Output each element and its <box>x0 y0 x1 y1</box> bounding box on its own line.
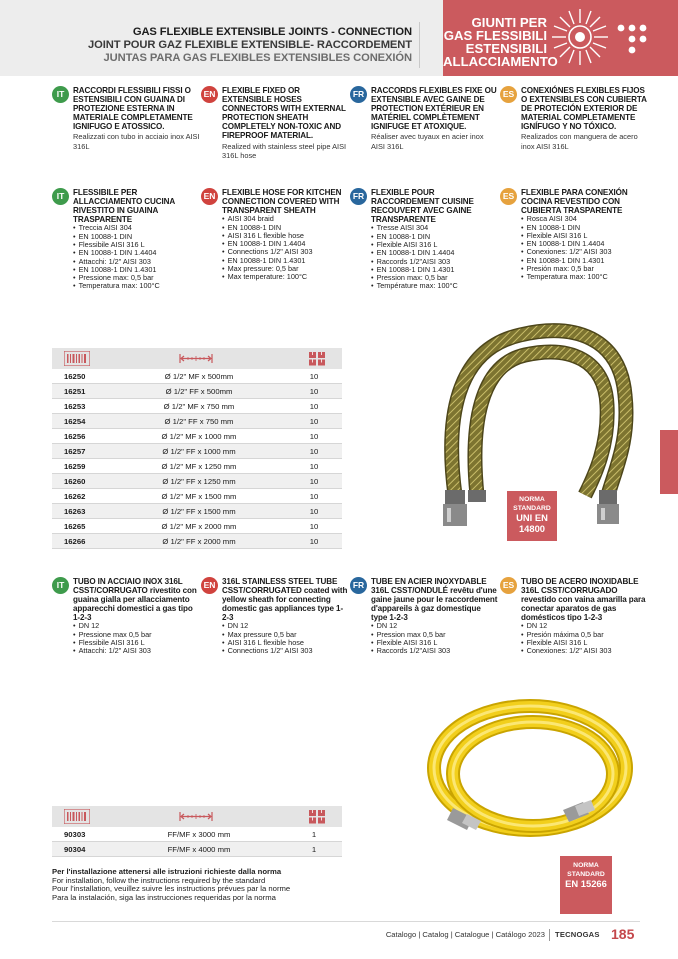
intro-note: Realizzati con tubo in acciaio inox AISI 316L <box>73 132 200 151</box>
product-desc: Ø 1/2" MF x 2000 mm <box>161 522 237 531</box>
length-measure-icon <box>179 809 213 824</box>
starburst-icon <box>549 6 611 68</box>
spec-item: • EN 10088-1 DIN 1.4301 <box>222 257 350 265</box>
spec-item: • Treccia AISI 304 <box>73 224 201 232</box>
product-code: 16259 <box>64 462 86 471</box>
standard-code: EN 15266 <box>565 878 607 890</box>
product-code: 16257 <box>64 447 86 456</box>
header-red-title <box>443 15 558 69</box>
product-code: 16253 <box>64 402 86 411</box>
product-desc: Ø 1/2" FF x 1000 mm <box>162 447 236 456</box>
product-qty: 1 <box>311 845 317 854</box>
footer-brand: TECNOGAS <box>555 930 600 939</box>
table-row <box>52 369 342 384</box>
product-title: FLEXIBLE PARA CONEXIÓN COCINA REVESTIDO CON CUBIERTA TRASPARENTE <box>521 188 628 216</box>
product-title: 316L STAINLESS STEEL TUBE CSST/CORRUGATED coated with yellow sheath for connecting domestic gas appliances type 1-2-3 <box>222 577 348 623</box>
spec-item: • Max temperature: 100°C <box>222 273 350 281</box>
product-desc: Ø 1/2" FF x 2000 mm <box>162 537 236 546</box>
standard-label: STANDARD <box>513 504 551 512</box>
tecnogas-logo-icon <box>617 24 647 54</box>
spec-list <box>73 622 201 655</box>
spec-item: • DN 12 <box>371 622 499 630</box>
product-title: FLEXIBLE POUR RACCORDEMENT CUISINE RECOUVERT AVEC GAINE TRANSPARENTE <box>371 188 474 225</box>
note-en: For installation, follow the instructions required by the standard <box>52 875 266 885</box>
spec-item: • EN 10088-1 DIN 1.4404 <box>371 249 499 257</box>
spec-item: • EN 10088-1 DIN 1.4301 <box>73 266 201 274</box>
spec-item: • Flessibile AISI 316 L <box>73 241 201 249</box>
barcode-icon <box>64 351 90 366</box>
spec-item: • EN 10088-1 DIN <box>521 224 649 232</box>
product-qty: 1 <box>311 830 317 839</box>
spec-item: • Presión max: 0,5 bar <box>521 265 649 273</box>
table-row <box>52 474 342 489</box>
side-tab-marker <box>660 430 678 494</box>
table-row <box>52 827 342 842</box>
spec-item: • Température max: 100°C <box>371 282 499 290</box>
spec-item: • Tresse AISI 304 <box>371 224 499 232</box>
red-title-line: GAS FLESSIBILI <box>443 28 547 43</box>
spec-item: • EN 10088-1 DIN <box>222 224 350 232</box>
spec-list <box>222 215 350 281</box>
spec-item: • Max pressure: 0,5 bar <box>222 265 350 273</box>
footer-catalog-label: Catalogo | Catalog | Catalogue | Catálogo 2023 <box>385 930 545 939</box>
lang-badge-fr: FR <box>350 188 367 205</box>
lang-badge-es: ES <box>500 86 517 103</box>
spec-item: • Attacchi: 1/2" AISI 303 <box>73 647 201 655</box>
product-desc: Ø 1/2" MF x 1250 mm <box>161 462 237 471</box>
table-row <box>52 504 342 519</box>
table-row <box>52 842 342 857</box>
standard-number: 14800 <box>518 522 546 534</box>
product-desc: Ø 1/2" FF x 1250 mm <box>162 477 236 486</box>
spec-item: • EN 10088-1 DIN 1.4404 <box>222 240 350 248</box>
spec-item: • Connections 1/2" AISI 303 <box>222 647 350 655</box>
spec-item: • Flexible AISI 316 L <box>371 241 499 249</box>
length-measure-icon <box>179 351 213 366</box>
table-row <box>52 429 342 444</box>
lang-badge-it: IT <box>52 188 69 205</box>
spec-item: • Connections 1/2" AISI 303 <box>222 248 350 256</box>
product-qty: 10 <box>309 492 319 501</box>
lang-badge-it: IT <box>52 577 69 594</box>
spec-item: • Raccords 1/2"AISI 303 <box>371 258 499 266</box>
product-desc: Ø 1/2" MF x 1000 mm <box>161 432 237 441</box>
product-desc: FF/MF x 4000 mm <box>167 845 231 854</box>
spec-item: • Max pressure 0,5 bar <box>222 631 350 639</box>
product-desc: Ø 1/2" MF x 500mm <box>164 372 234 381</box>
spec-item: • EN 10088-1 DIN 1.4404 <box>73 249 201 257</box>
table-header <box>52 806 342 827</box>
intro-title: FLEXIBLE FIXED OR EXTENSIBLE HOSES CONNECTORS WITH EXTERNAL PROTECTION SHEATH COMPLETELY NON-TOXIC AND FIREPROOF MATERIAL. <box>222 86 346 141</box>
header-red-block <box>443 0 678 76</box>
spec-item: • EN 10088-1 DIN <box>73 233 201 241</box>
table-row <box>52 489 342 504</box>
note-fr: Pour l'installation, veuillez suivre les instructions prévues par la norme <box>52 884 291 894</box>
intro-title: RACCORDS FLEXIBLES FIXE OU EXTENSIBLE AVEC GAINE DE PROTECTION EXTÉRIEUR EN MATÉRIEL COMPLÈTEMENT IGNIFUGE ET ATOXIQUE. <box>371 86 497 132</box>
product-desc: Ø 1/2" FF x 750 mm <box>164 417 234 426</box>
table-row <box>52 414 342 429</box>
product-code: 16250 <box>64 372 86 381</box>
spec-item: • DN 12 <box>73 622 201 630</box>
spec-item: • Pression max: 0,5 bar <box>371 274 499 282</box>
product-qty: 10 <box>309 537 319 546</box>
spec-item: • Flexible AISI 316 L <box>521 232 649 240</box>
spec-list <box>371 622 499 655</box>
spec-item: • Temperatura max: 100°C <box>73 282 201 290</box>
product-qty: 10 <box>309 432 319 441</box>
spec-list <box>371 224 499 290</box>
product-code: 16260 <box>64 477 86 486</box>
red-title-line: ESTENSIBILI <box>465 41 547 56</box>
product-qty: 10 <box>309 477 319 486</box>
lang-badge-it: IT <box>52 86 69 103</box>
product-qty: 10 <box>309 402 319 411</box>
spec-item: • Pression max 0,5 bar <box>371 631 499 639</box>
product-code: 90303 <box>64 830 86 839</box>
spec-item: • Rosca AISI 304 <box>521 215 649 223</box>
red-title-line: GIUNTI PER <box>471 15 547 30</box>
spec-list <box>222 622 350 655</box>
product-title: FLEXIBLE HOSE FOR KITCHEN CONNECTION COVERED WITH TRANSPARENT SHEATH <box>222 188 342 216</box>
spec-item: • DN 12 <box>521 622 649 630</box>
spec-item: • Pressione max 0,5 bar <box>73 631 201 639</box>
lang-badge-fr: FR <box>350 86 367 103</box>
product-qty: 10 <box>309 462 319 471</box>
norma-badge-1 <box>507 491 557 541</box>
table-row <box>52 384 342 399</box>
lang-badge-fr: FR <box>350 577 367 594</box>
page-header <box>0 0 678 76</box>
product-code: 16256 <box>64 432 86 441</box>
product-qty: 10 <box>309 417 319 426</box>
product-title: TUBE EN ACIER INOXYDABLE 316L CSST/ONDULÉ revêtu d'une gaine jaune pour le raccordement d'appareils à gaz domestique type 1-2-3 <box>371 577 498 623</box>
note-it: Per l'installazione attenersi alle istruzioni richieste dalla norma <box>52 867 282 876</box>
product-title: TUBO DE ACERO INOXIDABLE 316L CSST/CORRUGADO revestido con vaina amarilla para conectar aparatos de gas domésticos tipo 1-2-3 <box>521 577 646 623</box>
spec-item: • Flessibile AISI 316 L <box>73 639 201 647</box>
product-code: 16266 <box>64 537 86 546</box>
lang-badge-en: EN <box>201 577 218 594</box>
product-desc: Ø 1/2" FF x 500mm <box>165 387 233 396</box>
standard-code: UNI EN <box>516 512 548 524</box>
header-title-en: GAS FLEXIBLE EXTENSIBLE JOINTS - CONNECTION <box>132 26 412 38</box>
intro-title: RACCORDI FLESSIBILI FISSI O ESTENSIBILI CON GUAINA DI PROTEZIONE ESTERNA IN MATERIALE COMPLETAMENTE IGNIFUGO E ATOSSICO. <box>73 86 193 132</box>
intro-note: Realized with stainless steel pipe AISI 316L hose <box>222 141 347 160</box>
header-title-es: JUNTAS PARA GAS FLEXIBLES EXTENSIBLES CONEXIÓN <box>103 52 412 64</box>
spec-item: • Temperatura max: 100°C <box>521 273 649 281</box>
product-qty: 10 <box>309 522 319 531</box>
table-row <box>52 459 342 474</box>
intro-title: CONEXIÓNES FLEXIBLES FIJOS O EXTENSIBLES CON CUBIERTA DE PROTECIÓN EXTERIOR DE MATERIAL COMPLETAMENTE IGNÍFUGO Y NO TÓXICO. <box>521 86 647 132</box>
header-divider <box>419 22 420 68</box>
product-table-2 <box>52 806 342 857</box>
spec-item: • Conexiones: 1/2" AISI 303 <box>521 248 649 256</box>
red-title-line: ALLACCIAMENTO <box>443 54 558 69</box>
header-title-fr: JOINT POUR GAZ FLEXIBLE EXTENSIBLE- RACCORDEMENT <box>87 39 412 51</box>
package-boxes-icon <box>308 351 326 366</box>
product-desc: Ø 1/2" FF x 1500 mm <box>162 507 236 516</box>
table-row <box>52 399 342 414</box>
spec-item: • EN 10088-1 DIN 1.4301 <box>521 257 649 265</box>
installation-notes <box>52 868 352 903</box>
product-desc: FF/MF x 3000 mm <box>167 830 231 839</box>
norma-badge-2 <box>560 856 612 914</box>
table-row <box>52 519 342 534</box>
norma-label: NORMA <box>519 496 545 503</box>
spec-item: • Flexible AISI 316 L <box>521 639 649 647</box>
spec-item: • EN 10088-1 DIN 1.4404 <box>521 240 649 248</box>
norma-label: NORMA <box>573 862 599 869</box>
spec-item: • EN 10088-1 DIN 1.4301 <box>371 266 499 274</box>
product-code: 90304 <box>64 845 86 854</box>
spec-item: • AISI 304 braid <box>222 215 350 223</box>
footer-divider <box>52 921 640 922</box>
spec-item: • Conexiones: 1/2" AISI 303 <box>521 647 649 655</box>
yellow-coated-hose-image <box>415 690 645 865</box>
table-row <box>52 444 342 459</box>
barcode-icon <box>64 809 90 824</box>
spec-item: • Raccords 1/2"AISI 303 <box>371 647 499 655</box>
footer-separator <box>549 929 550 941</box>
product-qty: 10 <box>309 507 319 516</box>
product-qty: 10 <box>309 447 319 456</box>
product-desc: Ø 1/2" MF x 750 mm <box>163 402 235 411</box>
product-code: 16263 <box>64 507 86 516</box>
header-titles <box>88 26 412 65</box>
table-row <box>52 534 342 549</box>
spec-item: • Pressione max: 0,5 bar <box>73 274 201 282</box>
spec-list <box>521 622 649 655</box>
product-code: 16254 <box>64 417 86 426</box>
spec-item: • Attacchi: 1/2" AISI 303 <box>73 258 201 266</box>
spec-list <box>73 224 201 290</box>
table-header <box>52 348 342 369</box>
product-qty: 10 <box>309 387 319 396</box>
page-number: 185 <box>611 926 635 942</box>
product-desc: Ø 1/2" MF x 1500 mm <box>161 492 237 501</box>
spec-item: • Flexible AISI 316 L <box>371 639 499 647</box>
product-code: 16265 <box>64 522 86 531</box>
product-code: 16251 <box>64 387 86 396</box>
spec-item: • EN 10088-1 DIN <box>371 233 499 241</box>
spec-item: • Presión máxima 0,5 bar <box>521 631 649 639</box>
intro-note: Réaliser avec tuyaux en acier inox AISI 316L <box>371 132 484 151</box>
product-title: FLESSIBILE PER ALLACCIAMENTO CUCINA RIVESTITO IN GUAINA TRASPARENTE <box>73 188 175 225</box>
product-table-1 <box>52 348 342 549</box>
lang-badge-en: EN <box>201 86 218 103</box>
spec-item: • DN 12 <box>222 622 350 630</box>
standard-label: STANDARD <box>567 870 605 878</box>
spec-item: • AISI 316 L flexible hose <box>222 232 350 240</box>
lang-badge-en: EN <box>201 188 218 205</box>
note-es: Para la instalación, siga las instrucciones requeridas por la norma <box>52 893 276 903</box>
product-code: 16262 <box>64 492 86 501</box>
product-qty: 10 <box>309 372 319 381</box>
lang-badge-es: ES <box>500 188 517 205</box>
lang-badge-es: ES <box>500 577 517 594</box>
spec-list <box>521 215 649 281</box>
spec-item: • AISI 316 L flexible hose <box>222 639 350 647</box>
intro-note: Realizados con manguera de acero inox AISI 316L <box>521 132 638 151</box>
product-title: TUBO IN ACCIAIO INOX 316L CSST/CORRUGATO rivestito con guaina gialla per allacciamento apparecchi domestici a gas tipo 1-2-3 <box>73 577 197 623</box>
package-boxes-icon <box>308 809 326 824</box>
